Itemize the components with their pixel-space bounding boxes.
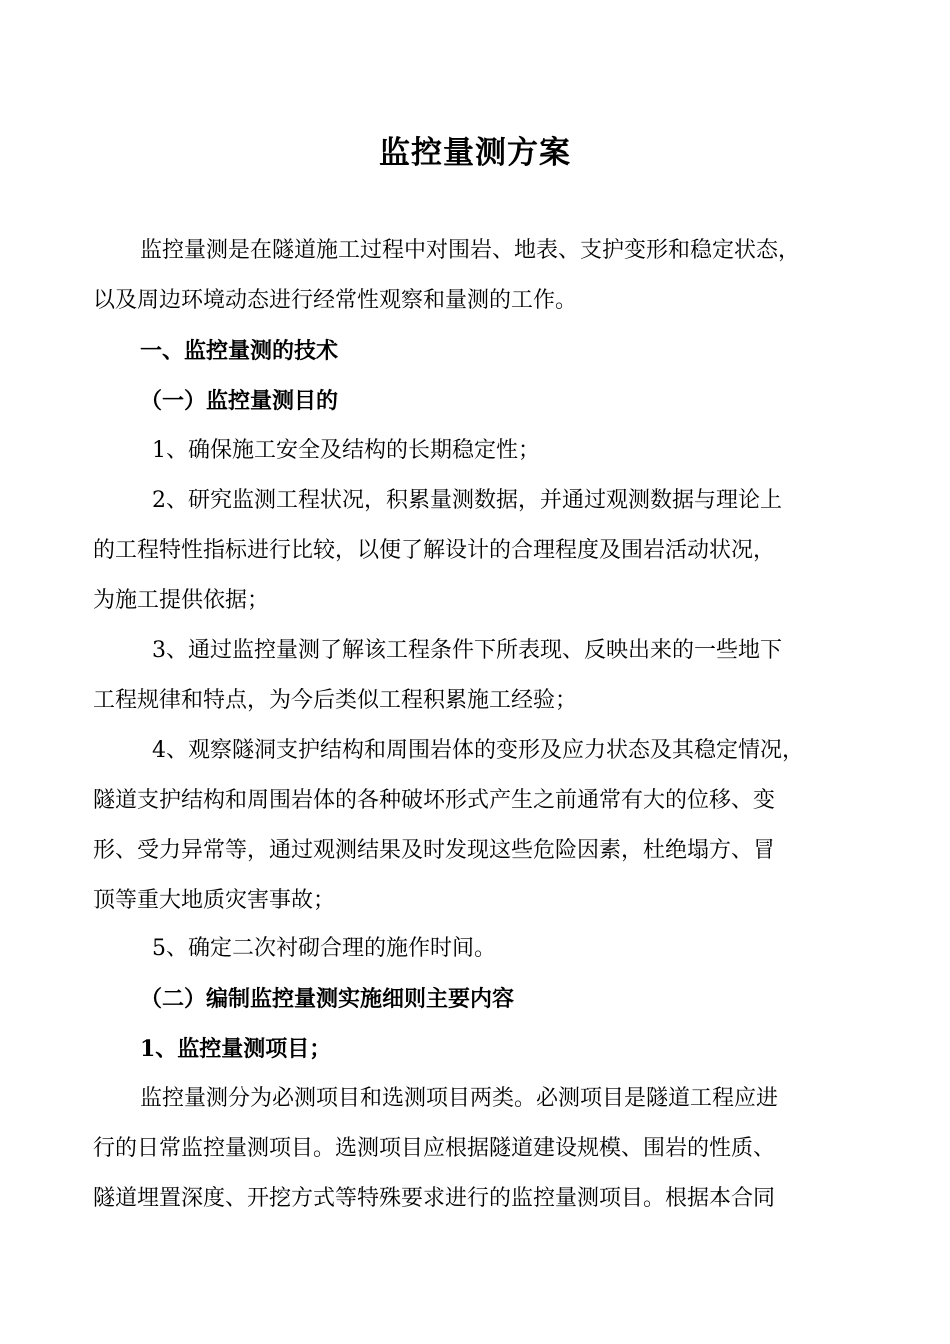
body-line-3: 隧道埋置深度、开挖方式等特殊要求进行的监控量测项目。根据本合同 [93,1186,776,1211]
purpose-item-1: 1、确保施工安全及结构的长期稳定性； [152,438,540,463]
purpose-item-2-line-1: 2、研究监测工程状况，积累量测数据，并通过观测数据与理论上 [152,488,782,513]
purpose-item-4-line-1: 4、观察隧洞支护结构和周围岩体的变形及应力状态及其稳定情况， [152,738,804,763]
intro-line-1: 监控量测是在隧道施工过程中对围岩、地表、支护变形和稳定状态， [140,238,801,263]
subsection-heading-contents: （二）编制监控量测实施细则主要内容 [140,986,515,1012]
document-title: 监控量测方案 [379,135,571,171]
purpose-item-2-line-3: 为施工提供依据； [93,588,270,613]
body-line-1: 监控量测分为必测项目和选测项目两类。必测项目是隧道工程应进 [140,1086,779,1111]
purpose-item-3-line-1: 3、通过监控量测了解该工程条件下所表现、反映出来的一些地下 [152,638,782,663]
purpose-item-2-line-2: 的工程特性指标进行比较，以便了解设计的合理程度及围岩活动状况， [93,538,776,563]
purpose-item-5: 5、确定二次衬砌合理的施作时间。 [152,936,496,961]
subsection-heading-purpose: （一）监控量测目的 [140,388,339,414]
purpose-item-4-line-3: 形、受力异常等，通过观测结果及时发现这些危险因素，杜绝塌方、冒 [93,838,776,863]
item-heading-monitoring-items: 1、监控量测项目； [140,1036,332,1062]
body-line-2: 行的日常监控量测项目。选测项目应根据隧道建设规模、围岩的性质、 [93,1136,776,1161]
purpose-item-3-line-2: 工程规律和特点，为今后类似工程积累施工经验； [93,688,578,713]
purpose-item-4-line-4: 顶等重大地质灾害事故； [93,888,336,913]
intro-line-2: 以及周边环境动态进行经常性观察和量测的工作。 [93,288,578,313]
purpose-item-4-line-2: 隧道支护结构和周围岩体的各种破坏形式产生之前通常有大的位移、变 [93,788,776,813]
section-heading-technology: 一、监控量测的技术 [140,338,339,364]
